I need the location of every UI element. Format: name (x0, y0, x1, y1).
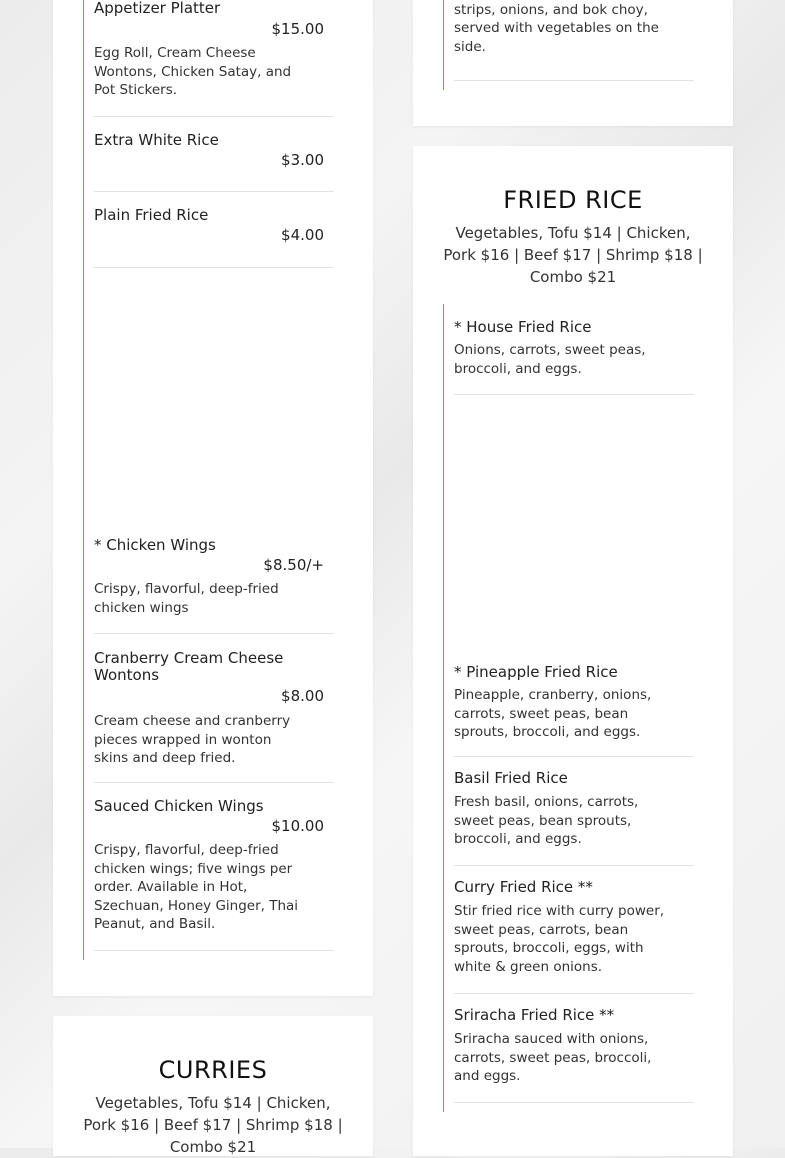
menu-item-description: Cream cheese and cranberry pieces wrapped in wonton skins and deep fried. (94, 713, 291, 766)
menu-item-name: Sauced Chicken Wings (94, 797, 264, 815)
menu-item-name: Extra White Rice (94, 131, 219, 149)
menu-item[interactable] (454, 0, 694, 81)
menu-item[interactable] (94, 536, 334, 634)
menu-card-curries (53, 1016, 373, 1156)
menu-item[interactable] (454, 993, 694, 1103)
menu-item-name: Appetizer Platter (94, 0, 221, 17)
menu-item-description: Sriracha sauced with onions, carrots, sweet peas, broccoli, and eggs. (454, 1031, 652, 1084)
menu-card-noodles (413, 0, 733, 126)
menu-item[interactable] (454, 756, 694, 866)
menu-item-price: $15.00 (271, 20, 324, 38)
menu-items-list (443, 304, 704, 1112)
menu-item-description: Crispy, flavorful, deep-fried chicken wings; five wings per order. Available in Hot, Szechuan, Honey Ginger, Thai Peanut, and Basil. (94, 842, 299, 932)
menu-item-name: Curry Fried Rice ** (454, 878, 593, 896)
menu-item-name: Plain Fried Rice (94, 206, 209, 224)
section-subtitle: Vegetables, Tofu $14 | Chicken, Pork $16 | Beef $17 | Shrimp $18 | Combo $21 (443, 224, 703, 286)
section-subtitle: Vegetables, Tofu $14 | Chicken, Pork $16 | Beef $17 | Shrimp $18 | Combo $21 (83, 1094, 343, 1156)
menu-item[interactable] (94, 116, 334, 192)
menu-card-fried-rice (413, 146, 733, 1156)
menu-item[interactable] (94, 782, 334, 951)
menu-items-list (83, 0, 344, 960)
menu-items-list (443, 0, 704, 90)
menu-item-description: Fresh basil, onions, carrots, sweet peas, bean sprouts, broccoli, and eggs. (454, 794, 639, 847)
menu-item-price: $4.00 (281, 226, 324, 244)
menu-item[interactable] (454, 304, 694, 395)
section-title: FRIED RICE (503, 186, 643, 214)
menu-item[interactable] (94, 191, 334, 268)
menu-item-description: Pineapple, cranberry, onions, carrots, sweet peas, bean sprouts, broccoli, and eggs. (454, 687, 652, 740)
menu-item-name: * Chicken Wings (94, 536, 216, 554)
section-title: CURRIES (158, 1056, 268, 1084)
menu-item-name: Basil Fried Rice (454, 769, 568, 787)
menu-item-description: Stir fried rice with curry power, sweet peas, carrots, bean sprouts, broccoli, eggs, with white & green onions. (454, 903, 665, 975)
menu-item-price: $8.50/+ (263, 556, 324, 574)
menu-item-description: strips, onions, and bok choy, served with vegetables on the side. (454, 1, 659, 55)
menu-item[interactable] (94, 0, 334, 117)
menu-item-name: Cranberry Cream Cheese Wontons (94, 649, 284, 684)
menu-item-description: Crispy, flavorful, deep-fried chicken wings (94, 581, 279, 616)
menu-item[interactable] (454, 654, 694, 757)
menu-item-name: Sriracha Fried Rice ** (454, 1006, 615, 1024)
menu-item-description: Egg Roll, Cream Cheese Wontons, Chicken Satay, and Pot Stickers. (94, 45, 292, 98)
menu-item-name: * Pineapple Fried Rice (454, 663, 618, 681)
menu-item-price: $8.00 (281, 687, 324, 705)
menu-card-appetizers (53, 0, 373, 996)
menu-item-price: $10.00 (271, 817, 324, 835)
menu-item[interactable] (94, 633, 334, 783)
menu-item-price: $3.00 (281, 151, 324, 169)
menu-item[interactable] (454, 865, 694, 994)
menu-item-name: * House Fried Rice (454, 318, 592, 336)
menu-item-description: Onions, carrots, sweet peas, broccoli, and eggs. (454, 342, 646, 377)
